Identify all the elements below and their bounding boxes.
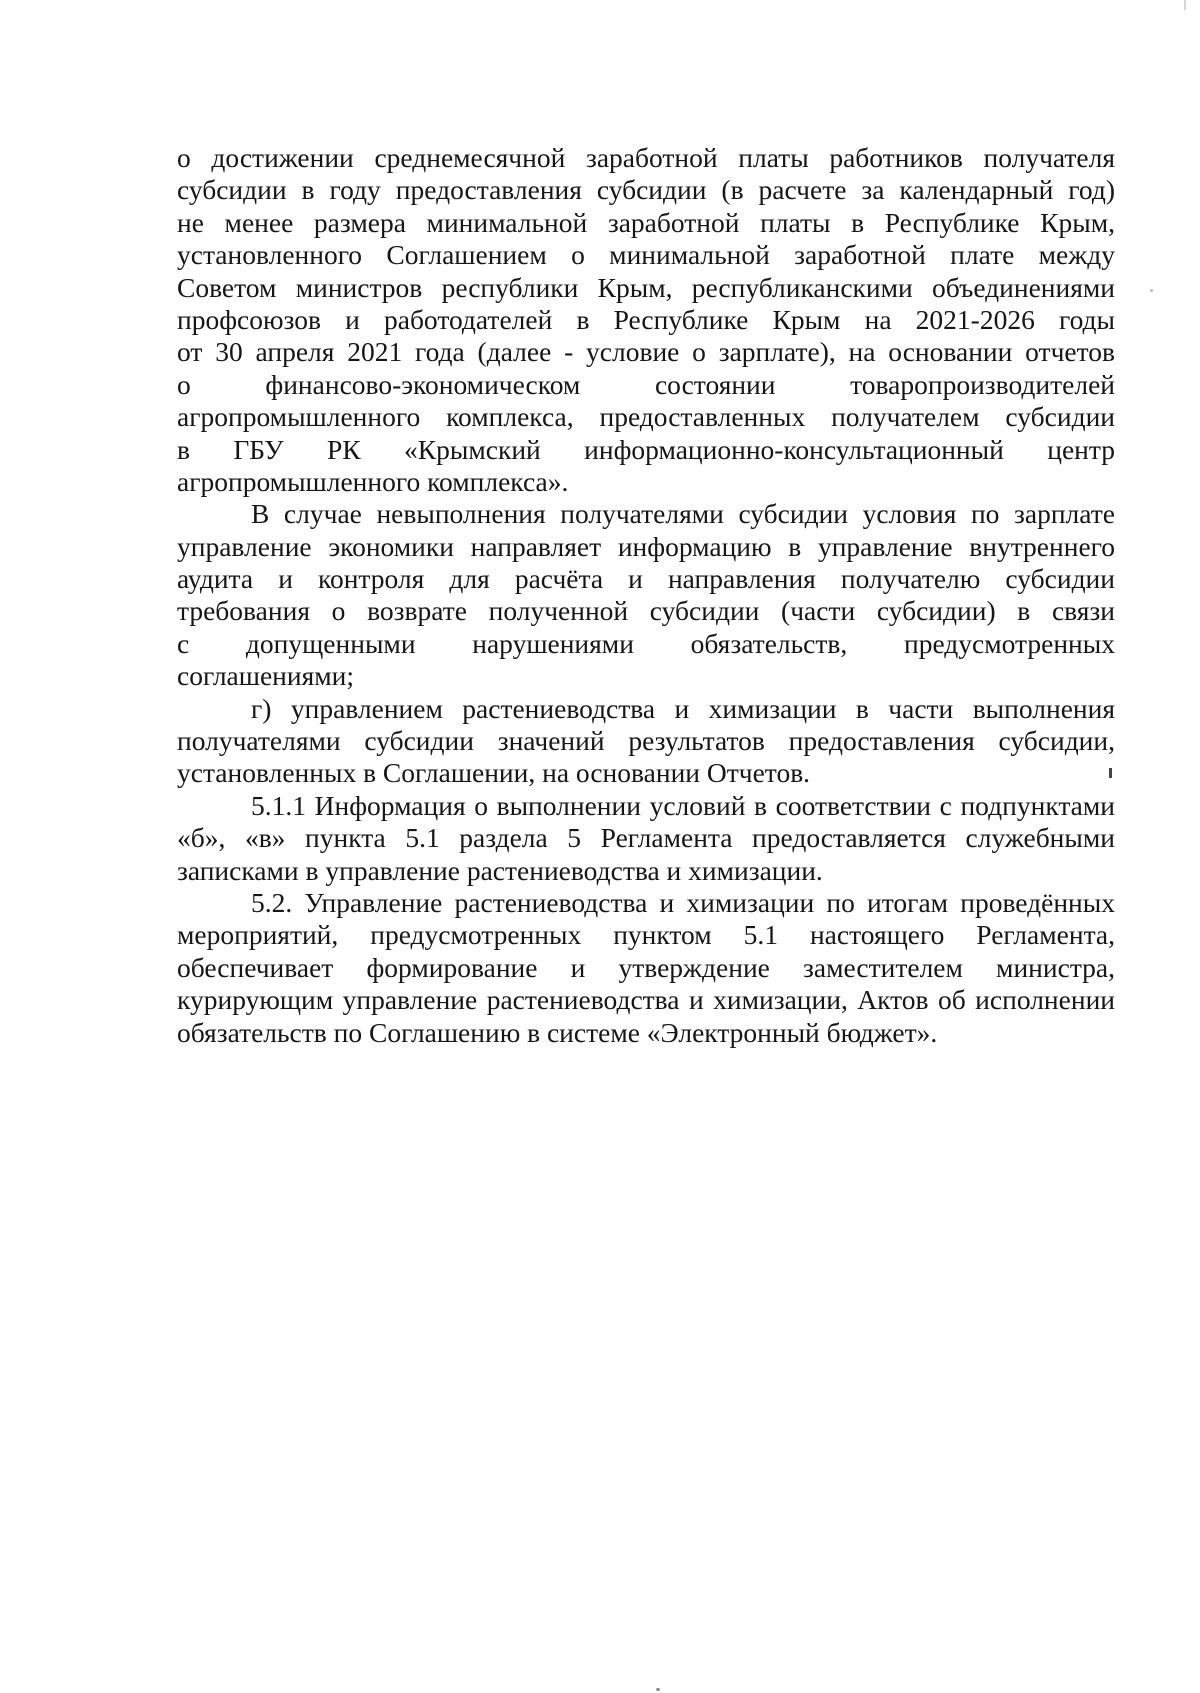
paragraph-5-1-1 bbox=[177, 790, 1115, 887]
text-line: агропромышленного комплекса». bbox=[177, 465, 569, 497]
text-line: обязательств по Соглашению в системе «Электронный бюджет». bbox=[177, 1016, 938, 1048]
text-line: в ГБУ РК «Крымский информационно-консультационный центр bbox=[177, 433, 1115, 465]
text-line: «б», «в» пункта 5.1 раздела 5 Регламента предоставляется служебными bbox=[177, 822, 1115, 854]
text-line: аудита и контроля для расчёта и направления получателю субсидии bbox=[177, 563, 1115, 595]
paragraph-salary-condition bbox=[177, 142, 1115, 498]
text-line: г) управлением растениеводства и химизации в части выполнения bbox=[251, 692, 1115, 724]
paragraph-5-2 bbox=[177, 887, 1115, 1049]
text-line: установленного Соглашением о минимальной заработной плате между bbox=[177, 239, 1115, 271]
text-line: с допущенными нарушениями обязательств, предусмотренных bbox=[177, 627, 1115, 659]
text-line: 5.2. Управление растениеводства и химизации по итогам проведённых bbox=[251, 886, 1115, 918]
scan-mark-top bbox=[1184, 0, 1186, 10]
text-line: от 30 апреля 2021 года (далее - условие о зарплате), на основании отчетов bbox=[177, 336, 1115, 368]
text-line: управление экономики направляет информацию в управление внутреннего bbox=[177, 530, 1115, 562]
text-line: профсоюзов и работодателей в Республике Крым на 2021-2026 годы bbox=[177, 303, 1115, 335]
text-line: о финансово-экономическом состоянии товаропроизводителей bbox=[177, 368, 1115, 400]
text-line: установленных в Соглашении, на основании Отчетов. bbox=[177, 757, 811, 789]
paragraph-non-fulfillment bbox=[177, 498, 1115, 692]
text-line: соглашениями; bbox=[177, 660, 354, 692]
text-line: о достижении среднемесячной заработной платы работников получателя bbox=[177, 142, 1115, 173]
text-line: агропромышленного комплекса, предоставленных получателем субсидии bbox=[177, 401, 1115, 433]
document-body bbox=[177, 142, 1115, 1049]
text-line: обеспечивает формирование и утверждение заместителем министра, bbox=[177, 951, 1115, 983]
scan-speck bbox=[1150, 289, 1153, 292]
text-line: 5.1.1 Информация о выполнении условий в соответствии с подпунктами bbox=[251, 789, 1115, 821]
text-line: В случае невыполнения получателями субсидии условия по зарплате bbox=[251, 498, 1115, 530]
text-line: требования о возврате полученной субсидии (части субсидии) в связи bbox=[177, 595, 1115, 627]
text-line: не менее размера минимальной заработной платы в Республике Крым, bbox=[177, 206, 1115, 238]
text-line: субсидии в году предоставления субсидии (в расчете за календарный год) bbox=[177, 174, 1115, 206]
scan-speck-bottom bbox=[656, 1688, 660, 1691]
text-line: Советом министров республики Крым, республиканскими объединениями bbox=[177, 271, 1115, 303]
text-line: записками в управление растениеводства и химизации. bbox=[177, 854, 823, 886]
text-line: мероприятий, предусмотренных пунктом 5.1 настоящего Регламента, bbox=[177, 919, 1115, 951]
paragraph-item-g bbox=[177, 693, 1115, 790]
text-line: курирующим управление растениеводства и химизации, Актов об исполнении bbox=[177, 984, 1115, 1016]
text-line: получателями субсидии значений результатов предоставления субсидии, bbox=[177, 725, 1115, 757]
